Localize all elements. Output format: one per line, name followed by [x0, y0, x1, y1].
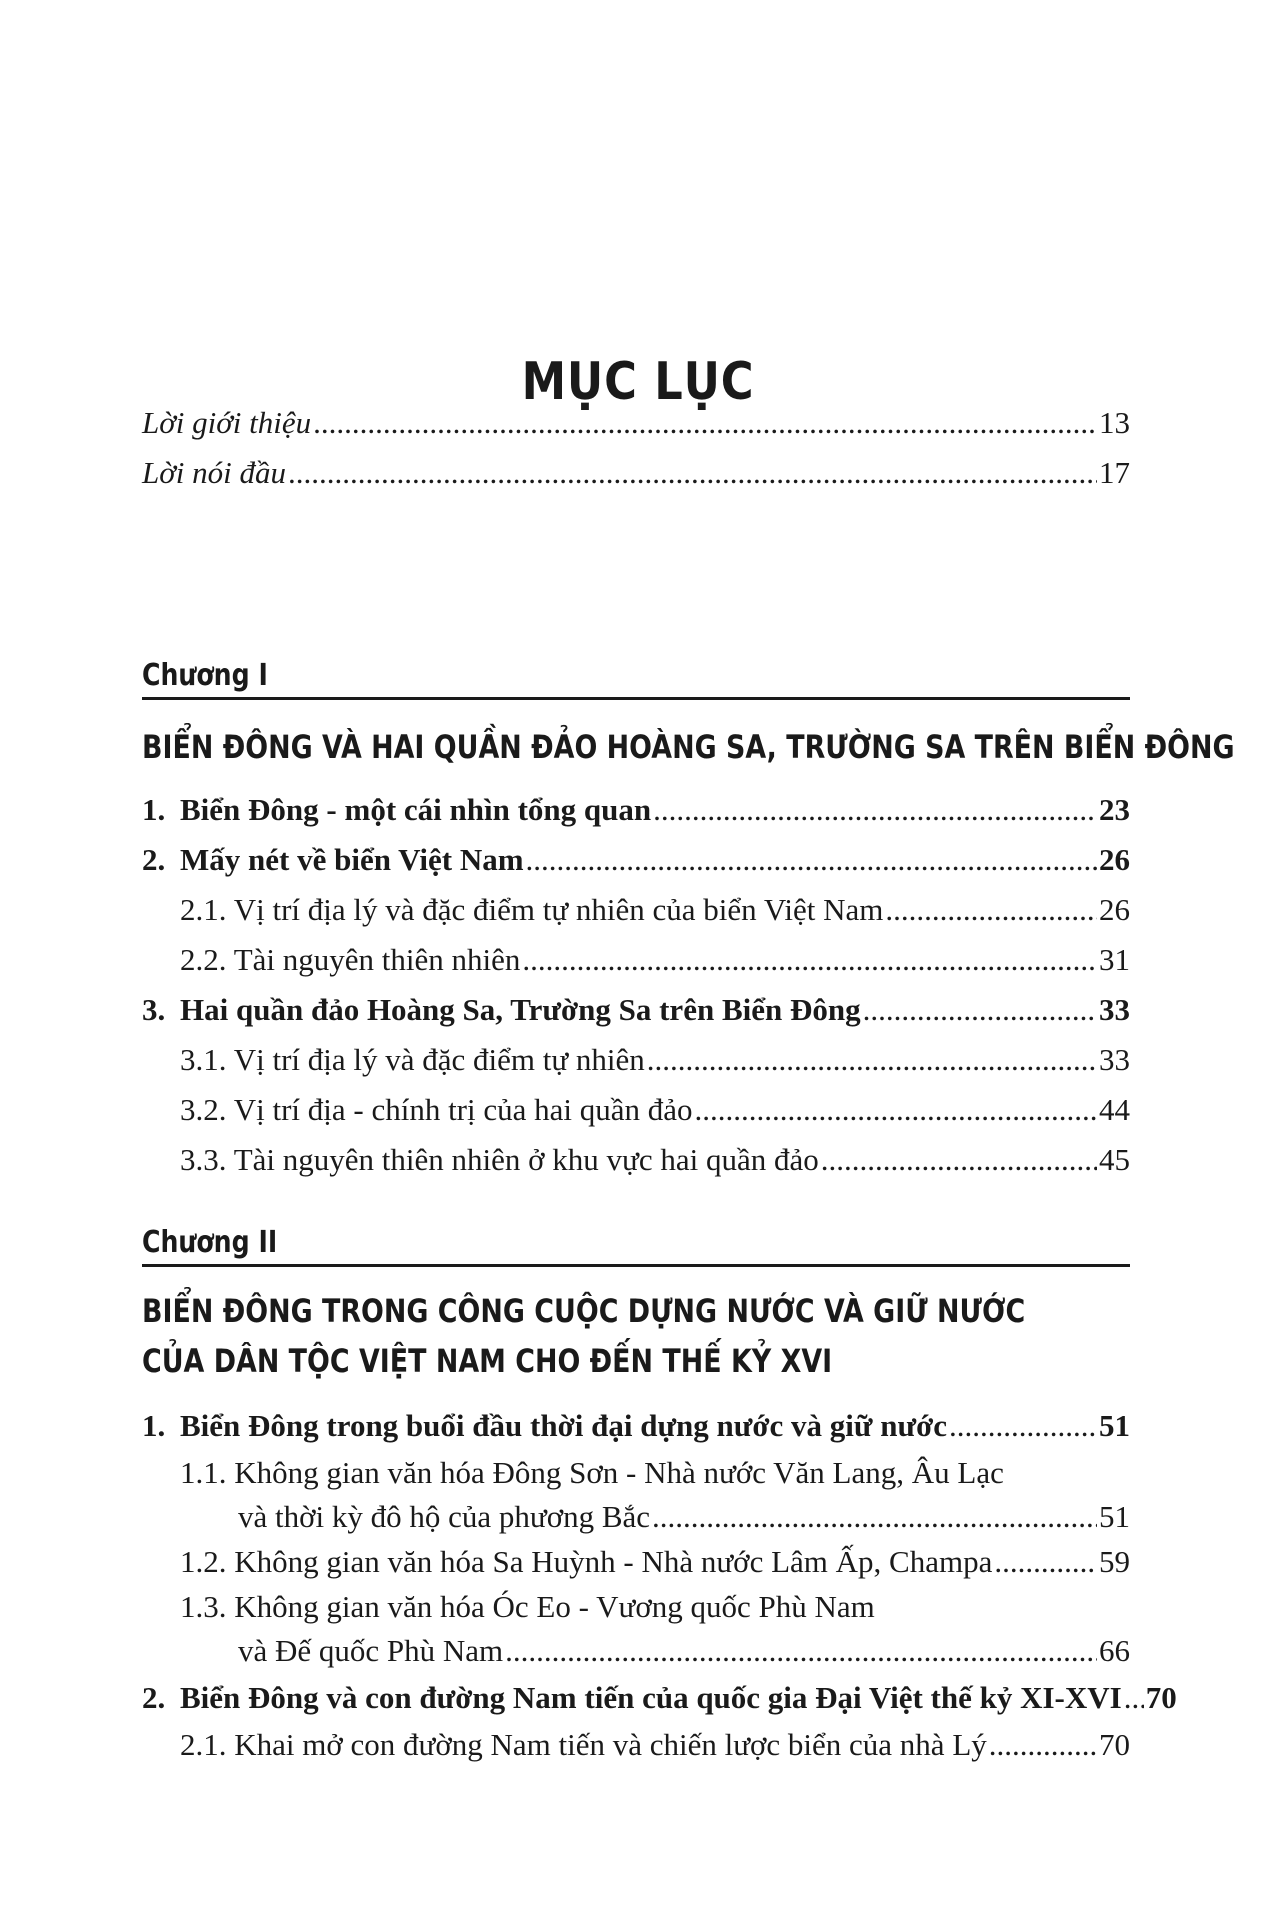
dot-leader — [313, 398, 1097, 448]
dot-leader — [653, 785, 1097, 835]
toc-entry-label: Không gian văn hóa Sa Huỳnh - Nhà nước Lâm Ấp, Champa — [234, 1544, 993, 1579]
toc-entry-label: Khai mở con đường Nam tiến và chiến lược biển của nhà Lý — [234, 1727, 987, 1762]
toc-entry-page: 66 — [1099, 1633, 1130, 1668]
toc-entry-page: 51 — [1099, 1499, 1130, 1534]
toc-entry-label: Vị trí địa lý và đặc điểm tự nhiên — [233, 1042, 645, 1077]
toc-entry[interactable] — [142, 1401, 1130, 1451]
toc-entry-page: 17 — [1099, 455, 1130, 490]
toc-entry-label: Mấy nét về biển Việt Nam — [180, 842, 524, 877]
dot-leader — [994, 1539, 1097, 1585]
toc-entry-number: 1.2. — [180, 1544, 227, 1579]
toc-entry-page: 70 — [1145, 1680, 1177, 1715]
chapter-2-entries — [142, 1401, 1177, 1767]
toc-entry-page: 51 — [1099, 1408, 1130, 1443]
toc-entry[interactable] — [142, 448, 1130, 498]
dot-leader — [526, 835, 1097, 885]
toc-entry[interactable] — [142, 1085, 1130, 1135]
toc-entry-number: 1.1. — [180, 1455, 227, 1490]
toc-entry-page: 33 — [1099, 1042, 1130, 1077]
toc-entry[interactable] — [142, 1673, 1177, 1723]
toc-entry-page: 23 — [1099, 792, 1130, 827]
toc-entry-page: 70 — [1099, 1727, 1130, 1762]
toc-entry-label: Biển Đông - một cái nhìn tổng quan — [180, 792, 652, 827]
dot-leader — [863, 985, 1097, 1035]
toc-entry-page: 26 — [1099, 842, 1130, 877]
toc-entry-label-line-1 — [180, 1585, 1130, 1629]
toc-entry-number: 2. — [142, 1680, 166, 1715]
dot-leader — [522, 935, 1097, 985]
toc-entry-multiline[interactable] — [142, 1451, 1130, 1539]
dot-leader — [647, 1035, 1097, 1085]
toc-entry-page: 26 — [1099, 892, 1130, 927]
chapter-2-heading: Chương II — [142, 1225, 278, 1260]
toc-entry-number: 3.3. — [180, 1142, 227, 1177]
toc-entry[interactable] — [142, 1723, 1130, 1767]
toc-entry[interactable] — [142, 835, 1130, 885]
toc-entry-number: 2.1. — [180, 892, 227, 927]
dot-leader — [885, 885, 1097, 935]
toc-entry[interactable] — [142, 885, 1130, 935]
toc-entry-label: Không gian văn hóa Óc Eo - Vương quốc Phù Nam — [234, 1589, 875, 1624]
toc-entry-page: 44 — [1099, 1092, 1130, 1127]
dot-leader — [989, 1723, 1097, 1767]
chapter-1-heading: Chương I — [142, 658, 268, 693]
dot-leader — [695, 1085, 1097, 1135]
toc-entry-label: Không gian văn hóa Đông Sơn - Nhà nước Văn Lang, Âu Lạc — [234, 1455, 1004, 1490]
toc-entry-number: 3.2. — [180, 1092, 227, 1127]
toc-entry-number: 3. — [142, 992, 166, 1027]
toc-entry-label: Lời giới thiệu — [142, 405, 312, 440]
toc-entry[interactable] — [142, 985, 1130, 1035]
toc-entry-number: 2.2. — [180, 942, 227, 977]
toc-entry-label: Hai quần đảo Hoàng Sa, Trường Sa trên Biển Đông — [180, 992, 861, 1027]
toc-entry-multiline[interactable] — [142, 1585, 1130, 1673]
toc-entry-label: Biển Đông trong buổi đầu thời đại dựng nước và giữ nước — [180, 1408, 948, 1443]
chapter-2-title-line-2: CỦA DÂN TỘC VIỆT NAM CHO ĐẾN THẾ KỶ XVI — [142, 1342, 833, 1380]
chapter-1-title: BIỂN ĐÔNG VÀ HAI QUẦN ĐẢO HOÀNG SA, TRƯỜNG SA TRÊN BIỂN ĐÔNG — [142, 728, 1235, 766]
toc-entry-label: Biển Đông và con đường Nam tiến của quốc gia Đại Việt thế kỷ XI-XVI — [180, 1680, 1122, 1715]
toc-entry[interactable] — [142, 1135, 1130, 1185]
dot-leader — [288, 448, 1097, 498]
toc-entry-page: 31 — [1099, 942, 1130, 977]
toc-entry-label-line-2: và thời kỳ đô hộ của phương Bắc — [238, 1499, 651, 1534]
chapter-2-title-block — [142, 1286, 1130, 1386]
toc-entry-label: Lời nói đầu — [142, 455, 287, 490]
toc-entry-label-line-2: và Đế quốc Phù Nam — [238, 1633, 504, 1668]
toc-entry[interactable] — [142, 785, 1130, 835]
front-matter — [142, 398, 1130, 498]
chapter-1-title-block — [142, 722, 1235, 772]
toc-entry-label-line-1 — [180, 1451, 1130, 1495]
toc-entry-label: Vị trí địa lý và đặc điểm tự nhiên của biển Việt Nam — [233, 892, 884, 927]
dot-leader — [821, 1135, 1097, 1185]
toc-entry-page: 33 — [1099, 992, 1130, 1027]
toc-entry-number: 2. — [142, 842, 166, 877]
toc-entry-page: 13 — [1099, 405, 1130, 440]
dot-leader — [505, 1629, 1097, 1673]
page-title: MỤC LỤC — [521, 352, 755, 412]
chapter-2-title-line-1: BIỂN ĐÔNG TRONG CÔNG CUỘC DỰNG NƯỚC VÀ GIỮ NƯỚC — [142, 1292, 1026, 1330]
toc-entry-number: 1. — [142, 792, 166, 827]
toc-entry-label: Tài nguyên thiên nhiên — [233, 942, 521, 977]
dot-leader — [1124, 1673, 1144, 1723]
toc-entry-number: 1. — [142, 1408, 166, 1443]
chapter-2-section — [142, 1225, 1130, 1267]
toc-entry[interactable] — [142, 935, 1130, 985]
toc-entry-label: Tài nguyên thiên nhiên ở khu vực hai quần đảo — [233, 1142, 819, 1177]
toc-entry-page: 45 — [1099, 1142, 1130, 1177]
dot-leader — [949, 1401, 1097, 1451]
chapter-1-heading-rule — [142, 658, 1130, 700]
chapter-2-heading-rule — [142, 1225, 1130, 1267]
toc-entry[interactable] — [142, 1539, 1130, 1585]
toc-entry-number: 3.1. — [180, 1042, 227, 1077]
dot-leader — [652, 1495, 1097, 1539]
toc-entry[interactable] — [142, 1035, 1130, 1085]
chapter-1-entries — [142, 785, 1130, 1185]
chapter-1-section — [142, 658, 1130, 700]
toc-entry-number: 1.3. — [180, 1589, 227, 1624]
toc-entry[interactable] — [142, 398, 1130, 448]
toc-entry-number: 2.1. — [180, 1727, 227, 1762]
toc-entry-label: Vị trí địa - chính trị của hai quần đảo — [233, 1092, 693, 1127]
toc-entry-page: 59 — [1099, 1544, 1130, 1579]
